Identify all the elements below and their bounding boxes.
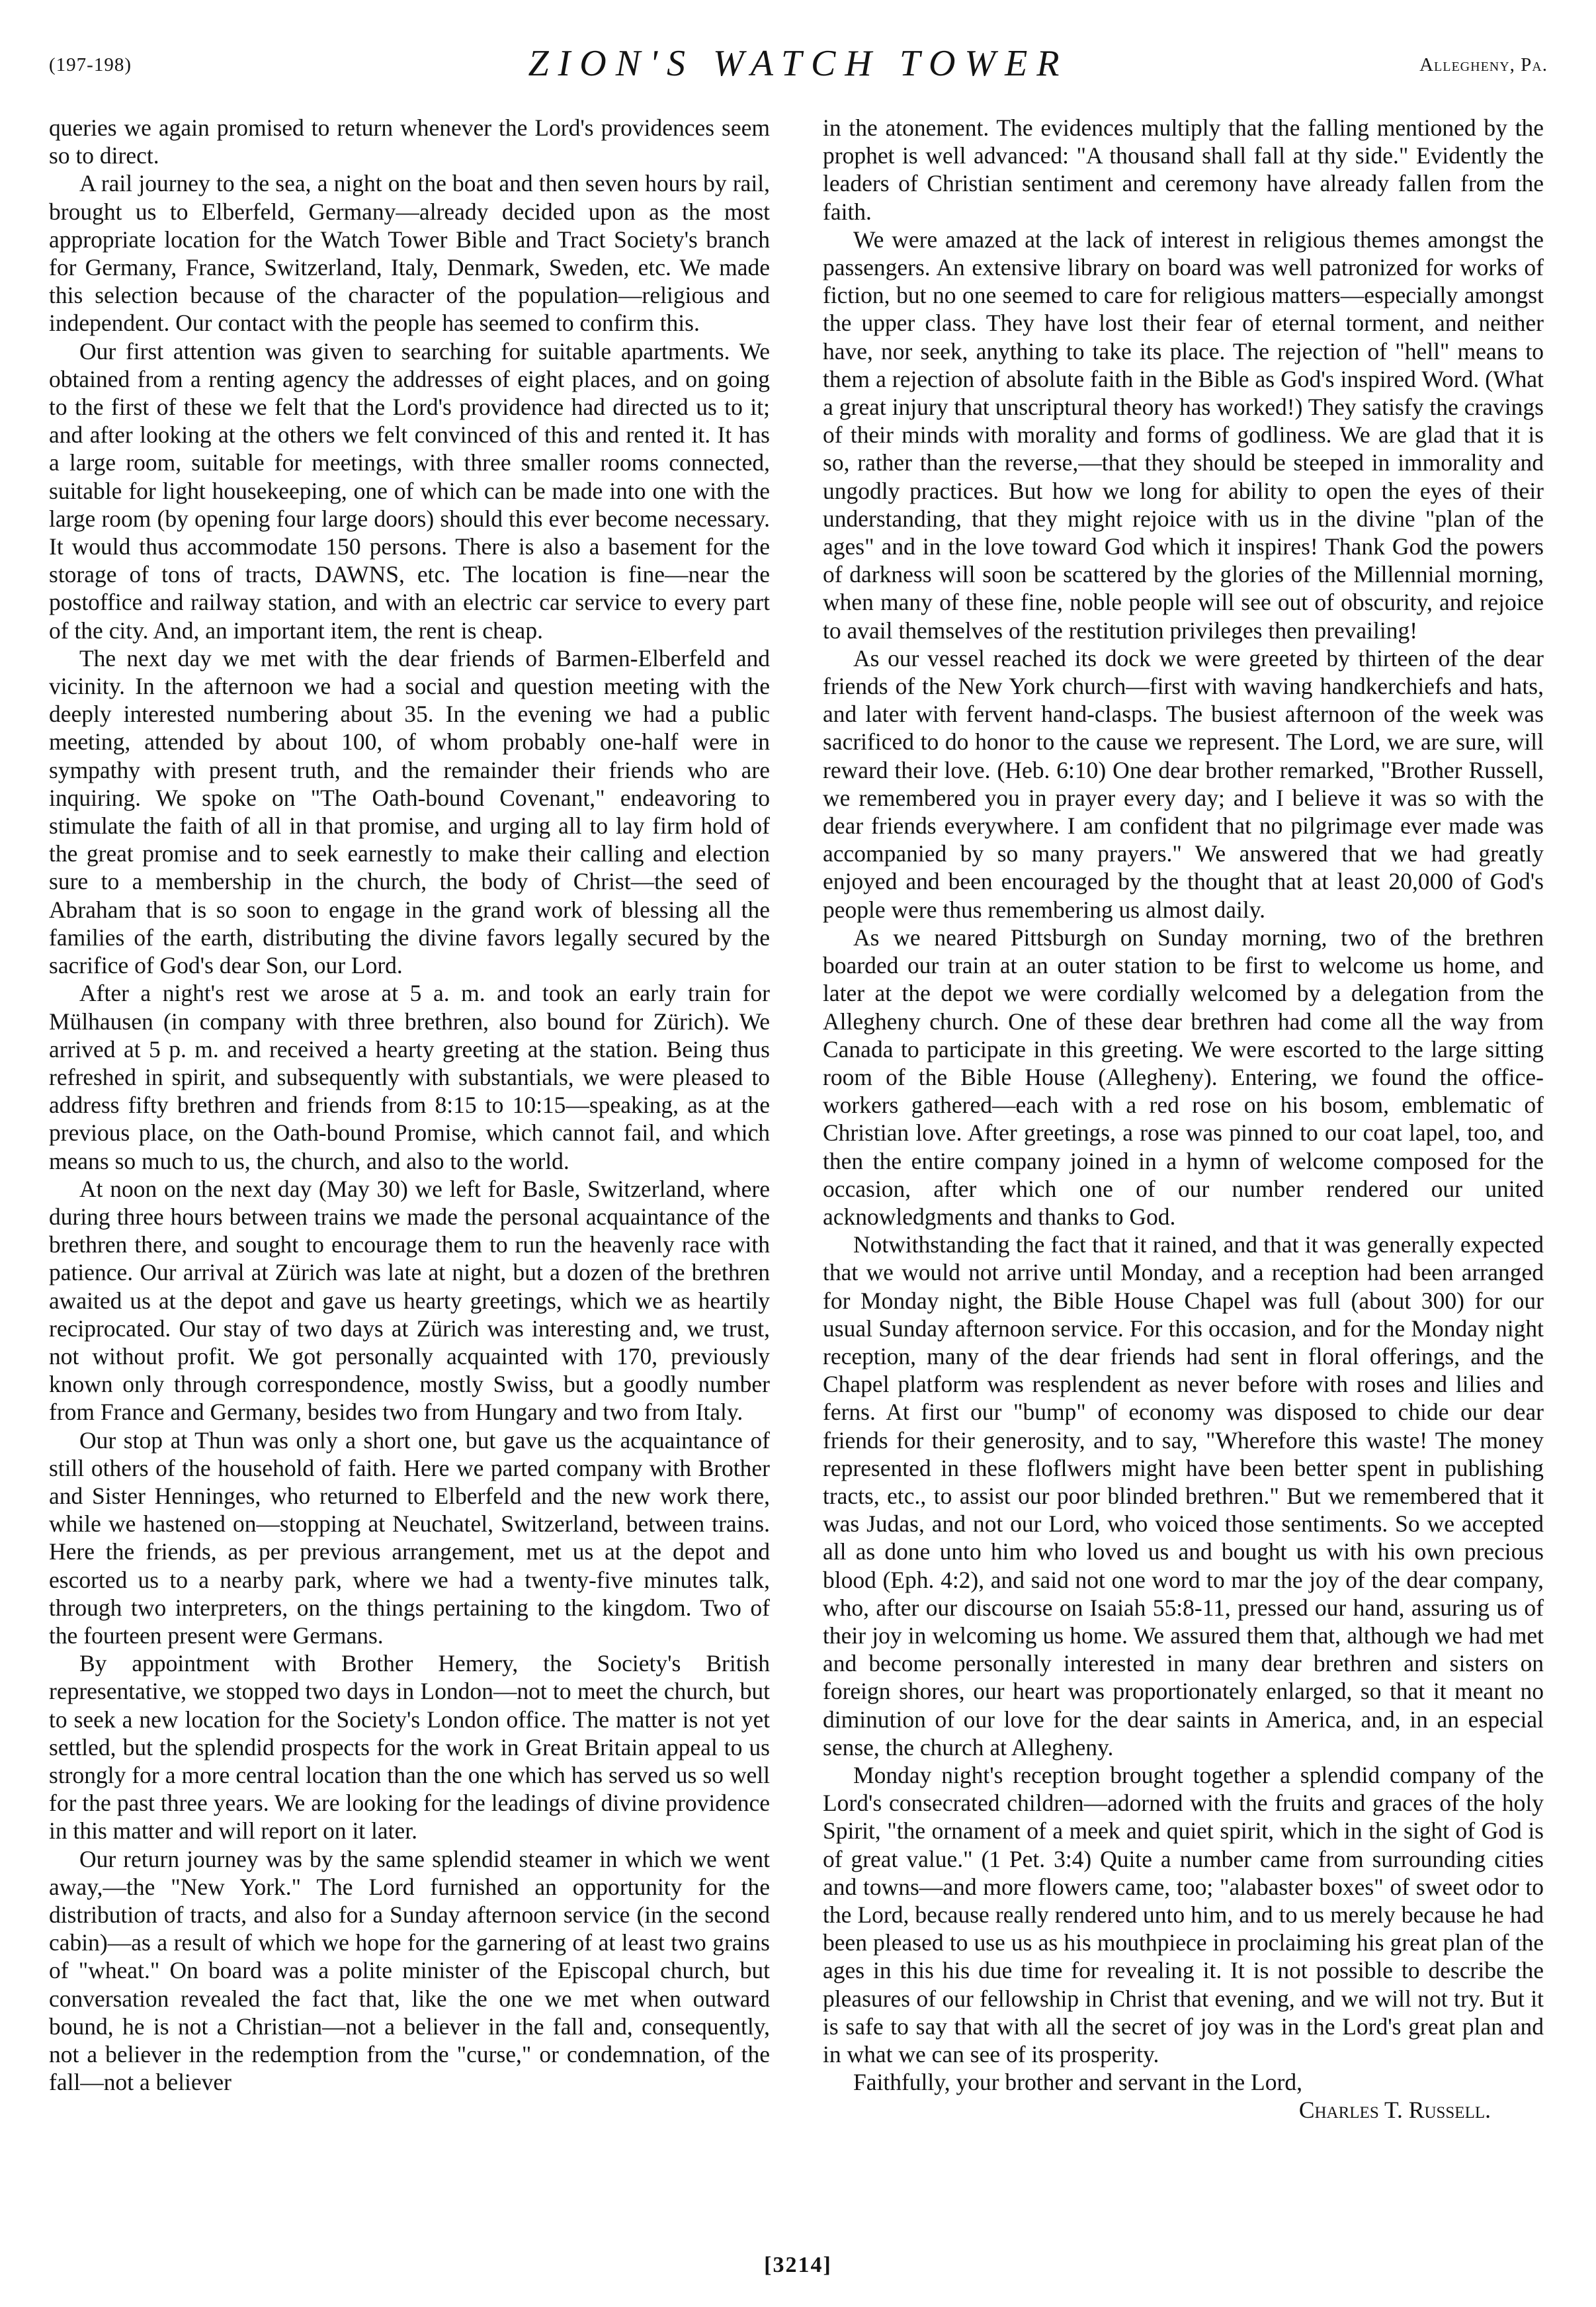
- paragraph: Monday night's reception brought together a splendid company of the Lord's consecrated children—adorned with the fruits and graces of the holy Spirit, "the ornament of a meek and quiet spirit, which in the sight of God is of great value." (1 Pet. 3:4) Quite a number came from surrounding cities and towns—and more flowers came, too; "alabaster boxes" of sweet odor to the Lord, because really rendered unto him, and to us merely because he had been pleased to use us as his mouthpiece in proclaiming his great plan of the ages in this his due time for revealing it. It is not possible to describe the pleasures of our fellowship in Christ that evening, and we will not try. But it is safe to say that with all the secret of joy was in the Lord's great plan and in what we can see of its prosperity.: [823, 1761, 1544, 2068]
- left-column: [49, 114, 770, 2231]
- paragraph: Our stop at Thun was only a short one, but gave us the acquaintance of still others of the household of faith. Here we parted company with Brother and Sister Henninges, who returned to Elberfeld and the new work there, while we hastened on—stopping at Neuchatel, Switzerland, between trains. Here the friends, as per previous arrangement, met us at the depot and escorted us to a nearby park, where we had a twenty-five minutes talk, through two interpreters, on the things pertaining to the kingdom. Two of the fourteen present were Germans.: [49, 1426, 770, 1649]
- paragraph: Our return journey was by the same splendid steamer in which we went away,—the "New York." The Lord furnished an opportunity for the distribution of tracts, and also for a Sunday afternoon service (in the second cabin)—as a result of which we hope for the garnering of at least two grains of "wheat." On board was a polite minister of the Episcopal church, but conversation revealed the fact that, like the one we met when outward bound, he is not a Christian—not a believer in the fall and, consequently, not a believer in the redemption from the "curse," or condemnation, of the fall—not a believer: [49, 1845, 770, 2096]
- page-reference: (197-198): [49, 54, 132, 75]
- closing-line: Faithfully, your brother and servant in the Lord,: [853, 2069, 1302, 2096]
- paragraph: The next day we met with the dear friends of Barmen-Elberfeld and vicinity. In the afternoon we had a social and question meeting with the deeply interested numbering about 35. In the evening we had a public meeting, attended by about 100, of whom probably one-half were in sympathy with present truth, and the remainder their friends who are inquiring. We spoke on "The Oath-bound Covenant," endeavoring to stimulate the faith of all in that promise, and urging all to lay firm hold of the great promise and to seek earnestly to make their calling and election sure to a membership in the church, the body of Christ—the seed of Abraham that is so soon to engage in the grand work of blessing all the families of the earth, distributing the divine favors legally secured by the sacrifice of God's dear Son, our Lord.: [49, 644, 770, 979]
- right-column: [823, 114, 1544, 2231]
- paragraph: As we neared Pittsburgh on Sunday morning, two of the brethren boarded our train at an outer station to be first to welcome us home, and later at the depot we were cordially welcomed by a delegation from the Allegheny church. One of these dear brethren had come all the way from Canada to participate in this greeting. We were escorted to the large sitting room of the Bible House (Allegheny). Entering, we found the office-workers gathered—each with a red rose on his bosom, emblematic of Christian love. After greetings, a rose was pinned to our coat lapel, too, and then the entire company joined in a hymn of welcome composed for the occasion, after which one of our number rendered our united acknowledgments and thanks to God.: [823, 924, 1544, 1230]
- publication-title: ZION'S WATCH TOWER: [528, 43, 1069, 84]
- paragraph: queries we again promised to return whenever the Lord's providences seem so to direct.: [49, 114, 770, 169]
- paragraph: At noon on the next day (May 30) we left for Basle, Switzerland, where during three hours between trains we made the personal acquaintance of the brethren there, and sought to encourage them to run the heavenly race with patience. Our arrival at Zürich was late at night, but a dozen of the brethren awaited us at the depot and gave us hearty greetings, which we as heartily reciprocated. Our stay of two days at Zürich was interesting and, we trust, not without profit. We got personally acquainted with 170, previously known only through correspondence, mostly Swiss, but a goodly number from France and Germany, besides two from Hungary and two from Italy.: [49, 1175, 770, 1426]
- paragraph: As our vessel reached its dock we were greeted by thirteen of the dear friends of the New York church—first with waving handkerchiefs and hats, and later with fervent hand-clasps. The busiest afternoon of the week was sacrificed to do honor to the cause we represent. The Lord, we are sure, will reward their love. (Heb. 6:10) One dear brother remarked, "Brother Russell, we remembered you in prayer every day; and I believe it was so with the dear friends everywhere. I am confident that no pilgrimage ever made was accompanied by so many prayers." We answered that we had greatly enjoyed and been encouraged by the thought that at least 20,000 of God's people were thus remembering us almost daily.: [823, 644, 1544, 923]
- paragraph: By appointment with Brother Hemery, the Society's British representative, we stopped two days in London—not to meet the church, but to seek a new location for the Society's London office. The matter is not yet settled, but the splendid prospects for the work in Great Britain appeal to us strongly for a more central location than the one which has served us so well for the past three years. We are looking for the leadings of divine providence in this matter and will report on it later.: [49, 1650, 770, 1845]
- page-header: [49, 42, 1548, 89]
- paragraph: Notwithstanding the fact that it rained, and that it was generally expected that we would not arrive until Monday, and a reception had been arranged for Monday night, the Bible House Chapel was full (about 300) for our usual Sunday afternoon service. For this occasion, and for the Monday night reception, many of the dear friends had sent in floral offerings, and the Chapel platform was resplendent as never before with roses and lilies and ferns. At first our "bump" of economy was disposed to chide our dear friends for their generosity, and to say, "Wherefore this waste! The money represented in these floflwers might have been better spent in publishing tracts, etc., to assist our poor blinded brethren." But we remembered that it was Judas, and not our Lord, who voiced those sentiments. So we accepted all as done unto him who loved us and bought us with his own precious blood (Eph. 4:2), and said not one word to mar the joy of the dear company, who, after our discourse on Isaiah 55:8-11, pressed our hand, assuring us of their joy in welcoming us home. We assured them that, although we had met and become personally interested in many dear brethren and sisters on foreign shores, our heart was proportionately enlarged, so that it meant no diminution of our love for the dear saints in America, and, in an especial sense, the church at Allegheny.: [823, 1231, 1544, 1761]
- paragraph: in the atonement. The evidences multiply that the falling mentioned by the prophet is well advanced: "A thousand shall fall at thy side." Evidently the leaders of Christian sentiment and ceremony have already fallen from the faith.: [823, 114, 1544, 225]
- paragraph: After a night's rest we arose at 5 a. m. and took an early train for Mülhausen (in company with three brethren, also bound for Zürich). We arrived at 5 p. m. and received a hearty greeting at the station. Being thus refreshed in spirit, and subsequently with substantials, we were pleased to address fifty brethren and friends from 8:15 to 10:15—speaking, as at the previous place, on the Oath-bound Promise, which cannot fail, and which means so much to us, the church, and also to the world.: [49, 980, 770, 1174]
- page-number: [3214]: [764, 2253, 832, 2277]
- paragraph: Our first attention was given to searching for suitable apartments. We obtained from a renting agency the addresses of eight places, and on going to the first of these we felt that the Lord's providence had directed us to it; and after looking at the others we felt convinced of this and rented it. It has a large room, suitable for meetings, with three smaller rooms connected, suitable for light housekeeping, one of which can be made into one with the large room (by opening four large doors) should this ever become necessary. It would thus accommodate 150 persons. There is also a basement for the storage of tons of tracts, DAWNS, etc. The location is fine—near the postoffice and railway station, and with an electric car service to every part of the city. And, an important item, the rent is cheap.: [49, 337, 770, 644]
- signature: Charles T. Russell.: [1298, 2097, 1491, 2124]
- paragraph: We were amazed at the lack of interest in religious themes amongst the passengers. An extensive library on board was well patronized for works of fiction, but no one seemed to care for religious matters—especially amongst the upper class. They have lost their fear of eternal torment, and neither have, nor seek, anything to take its place. The rejection of "hell" means to them a rejection of absolute faith in the Bible as God's inspired Word. (What a great injury that unscriptural theory has worked!) They satisfy the cravings of their minds with morality and forms of godliness. We are glad that it is so, rather than the reverse,—that they should be steeped in immorality and ungodly practices. But how we long for ability to open the eyes of their understanding, that they might rejoice with us in the divine "plan of the ages" and in the love toward God which it inspires! Thank God the powers of darkness will soon be scattered by the glories of the Millennial morning, when many of these fine, noble people will see out of obscurity, and rejoice to avail themselves of the restitution privileges then prevailing!: [823, 226, 1544, 644]
- paragraph: A rail journey to the sea, a night on the boat and then seven hours by rail, brought us to Elberfeld, Germany—already decided upon as the most appropriate location for the Watch Tower Bible and Tract Society's branch for Germany, France, Switzerland, Italy, Denmark, Sweden, etc. We made this selection because of the character of the population—religious and independent. Our contact with the people has seemed to confirm this.: [49, 170, 770, 337]
- publication-location: Allegheny, Pa.: [1419, 54, 1548, 75]
